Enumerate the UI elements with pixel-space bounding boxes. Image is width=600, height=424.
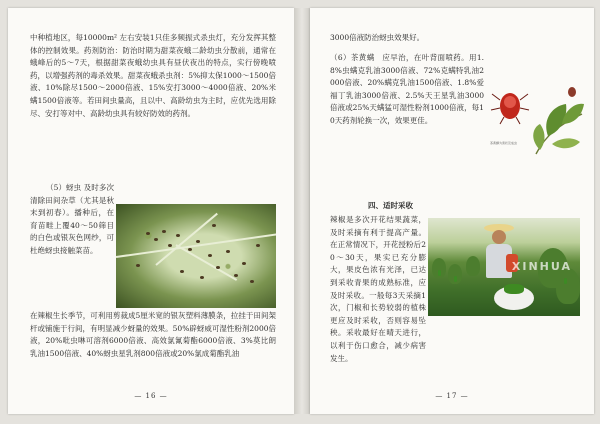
aphid (188, 248, 192, 251)
book-gutter (294, 8, 310, 414)
mite-egg-icon (568, 87, 576, 97)
aphid (176, 234, 180, 237)
leaf-vein (116, 232, 276, 258)
aphid (208, 254, 212, 257)
aphid (200, 276, 204, 279)
left-page (8, 8, 294, 414)
green-pepper (438, 270, 441, 276)
green-pepper (564, 278, 567, 284)
damaged-leaf-icon (533, 104, 584, 154)
aphid (154, 238, 158, 241)
aphid-section-title: （5）蚜虫 (46, 183, 82, 192)
aphid (180, 270, 184, 273)
pepper-plant (556, 268, 580, 304)
left-paragraph-2 (30, 182, 114, 258)
watermark-text: XINHUA (511, 260, 572, 273)
aphid (196, 240, 200, 243)
broad-mite-illustration (486, 84, 586, 162)
aphid (256, 244, 260, 247)
left-paragraph-1: 中种植地区，每10000m² 左右安装1只佳多频振式杀虫灯，充分发挥其整体的控制效果。药剂防治：防治时期为甜菜夜蛾二龄幼虫分散前，通常在蛾峰后的5～7天，根据甜菜夜蛾幼虫具有昼伏夜出的特点，实行傍晚喷药，以增强药剂的毒杀效果。甜菜夜蛾杀虫剂：5%抑太保1000～1500倍液、10%除尽1500～2000倍液、15%安打3000～4000倍液、20%米螨1500倍液等。若田间虫量高，且以中、高龄幼虫为主时，应优先选用除尽、安打等对中、高龄幼虫具有较好防效的药剂。 (30, 33, 276, 118)
aphid (168, 244, 172, 247)
section-heading-harvest: 四、适时采收 (368, 201, 413, 210)
right-paragraph-1: 3000倍液防治蚜虫效果好。 (330, 33, 425, 42)
farmer-face (492, 230, 506, 244)
aphid (234, 274, 238, 277)
aphid-section-text: 及时多次清除田间杂草（尤其是秋末到初春）。播种后，在育苗畦上覆40～50筛目的白色或银灰色网纱，可杜绝蚜虫接触菜苗。 (30, 183, 114, 255)
illustration-caption: 茶黄螨为害状及成虫 (490, 141, 518, 145)
harvested-peppers (504, 284, 524, 294)
aphid-on-leaf-photo (116, 204, 276, 308)
page-number-right: — 17 — (435, 392, 469, 400)
aphid (212, 224, 216, 227)
right-paragraph-3: 辣椒是多次开花结果蔬菜，及时采摘有利于提高产量。在正常情况下，开花授粉后20～30天，果实已充分膨大，果皮色浓有光泽，已达到采收青果的成熟标准，应及时采收。一般每3天采摘1次，门椒和长势较弱的植株更应及时采收，否则容易坠秧。采收最好在晴天进行，以利于伤口愈合，减少病害发生。 (330, 215, 426, 363)
aphid (250, 280, 254, 283)
farmer-harvesting-peppers-photo (428, 218, 580, 316)
green-pepper (454, 276, 457, 282)
mite-adult-icon (491, 93, 529, 124)
aphid (226, 250, 230, 253)
left-paragraph-3: 在辣椒生长季节，可利用剪裁成5厘米宽的银灰塑料薄膜条，拉挂于田间架杆或铺施于行间，有明显减少蚜量的效果。50%辟蚜威可湿性粉剂2000倍液，20%吡虫啉可溶剂6000倍液、高效氯氰菊酯6000倍液、3%莫比朗乳油1500倍液、40%蚜虫星乳剂800倍液或20%氯成菊酯乳油 (30, 311, 276, 358)
aphid (136, 264, 140, 267)
aphid (216, 266, 220, 269)
right-page (310, 8, 594, 414)
aphid (242, 262, 246, 265)
aphid (146, 232, 150, 235)
aphid (162, 230, 166, 233)
leaf-vein (155, 213, 218, 266)
right-paragraph-2: （6）茶黄螨 应早治，在叶背面喷药。用1.8%虫螨克乳油3000倍液、72%克螨特乳油2000倍液、20%螨克乳油1500倍液、1.8%爱福丁乳油3000倍液、2.5%天王星乳油3000倍液或25%天螨猛可湿性粉剂1000倍液，每10天药剂轮换一次，效果更佳。 (330, 53, 484, 125)
pepper-plant (466, 256, 480, 276)
page-number-left: — 16 — (134, 392, 168, 400)
